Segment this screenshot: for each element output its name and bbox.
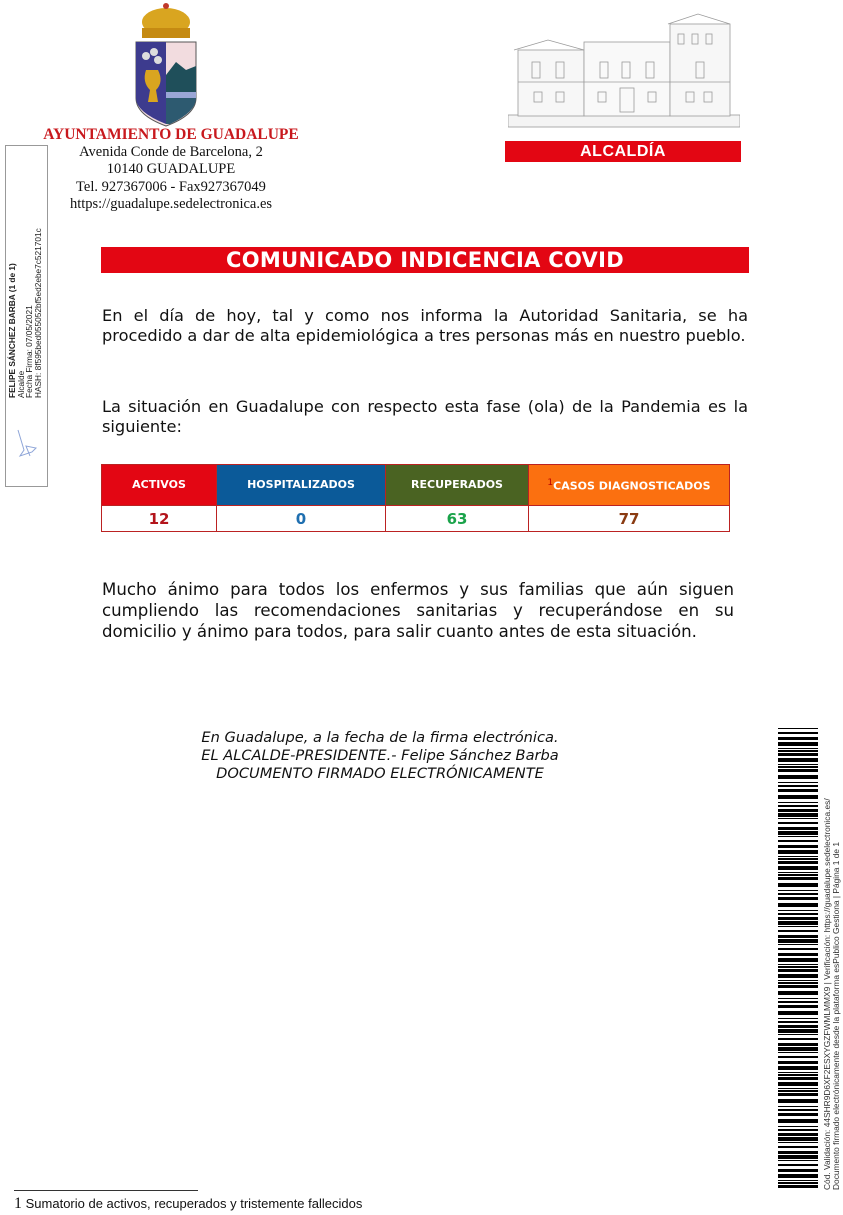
signature-hash: HASH: 8f595bed055052bf5ed2ebe7c521701c: [32, 228, 43, 398]
closing-signature-block: [190, 729, 570, 783]
paragraph-intro: En el día de hoy, tal y como nos informa la Autoridad Sanitaria, se ha procedido a dar de alta epidemiológica a tres personas más en nuestro pueblo.: [102, 306, 748, 345]
organization-phone: Tel. 927367006 - Fax927367049: [76, 178, 266, 195]
header-casos-diagnosticados: [529, 465, 730, 506]
verification-text: [823, 798, 841, 1190]
footnote-number: 1: [14, 1195, 22, 1212]
department-banner: ALCALDÍA: [505, 141, 741, 162]
footnote: [14, 1196, 362, 1212]
organization-header: [30, 126, 312, 213]
organization-address: Avenida Conde de Barcelona, 2: [79, 144, 263, 160]
signer-name: FELIPE SÁNCHEZ BARBA (1 de 1): [7, 263, 17, 398]
coat-of-arms-logo: [130, 0, 202, 128]
value-activos: 12: [102, 506, 217, 532]
value-recuperados: 63: [386, 506, 529, 532]
town-hall-illustration: [508, 10, 740, 128]
value-casos-diagnosticados: 77: [529, 506, 730, 532]
footnote-divider: [14, 1190, 198, 1191]
header-activos: ACTIVOS: [102, 465, 217, 506]
organization-website: https://guadalupe.sedelectronica.es: [69, 195, 273, 212]
paragraph-situation: La situación en Guadalupe con respecto esta fase (ola) de la Pandemia es la siguiente:: [102, 397, 748, 436]
verification-code: Cód. Validación: 44SHR9D6XF2ESXYGZFWMLMMX9 | Verificación: https://guadalupe.sedelectronica.es/: [822, 798, 832, 1190]
table-header-row: [102, 465, 730, 506]
handwritten-signature-icon: [14, 428, 40, 460]
verification-platform: Documento firmado electrónicamente desde la plataforma esPublico Gestiona | Página 1 de 1: [831, 841, 842, 1190]
signature-details: [8, 228, 42, 398]
barcode-icon: [778, 728, 818, 1190]
footnote-text: Sumatorio de activos, recuperados y tristemente fallecidos: [25, 1196, 363, 1211]
signer-role: Alcalde: [15, 370, 26, 398]
organization-postal: 10140 GUADALUPE: [106, 161, 236, 178]
header-recuperados: RECUPERADOS: [386, 465, 529, 506]
closing-electronic-note: DOCUMENTO FIRMADO ELECTRÓNICAMENTE: [216, 765, 544, 782]
header-casos-label: CASOS DIAGNOSTICADOS: [553, 479, 711, 493]
footnote-ref: 1: [547, 478, 554, 489]
closing-place-date: En Guadalupe, a la fecha de la firma electrónica.: [201, 729, 559, 746]
paragraph-encouragement: Mucho ánimo para todos los enfermos y sus familias que aún siguen cumpliendo las recomendaciones sanitarias y recuperándose en su domicilio y ánimo para todos, para salir cuanto antes de esta situación.: [102, 580, 734, 641]
table-row: [102, 506, 730, 532]
signature-date: Fecha Firma: 07/05/2021: [24, 305, 35, 398]
header-hospitalizados: HOSPITALIZADOS: [217, 465, 386, 506]
value-hospitalizados: 0: [217, 506, 386, 532]
covid-stats-table: [101, 464, 730, 532]
document-title: COMUNICADO INDICENCIA COVID: [101, 247, 749, 273]
organization-name: AYUNTAMIENTO DE GUADALUPE: [43, 126, 299, 143]
closing-signer: EL ALCALDE-PRESIDENTE.- Felipe Sánchez Barba: [201, 747, 559, 764]
